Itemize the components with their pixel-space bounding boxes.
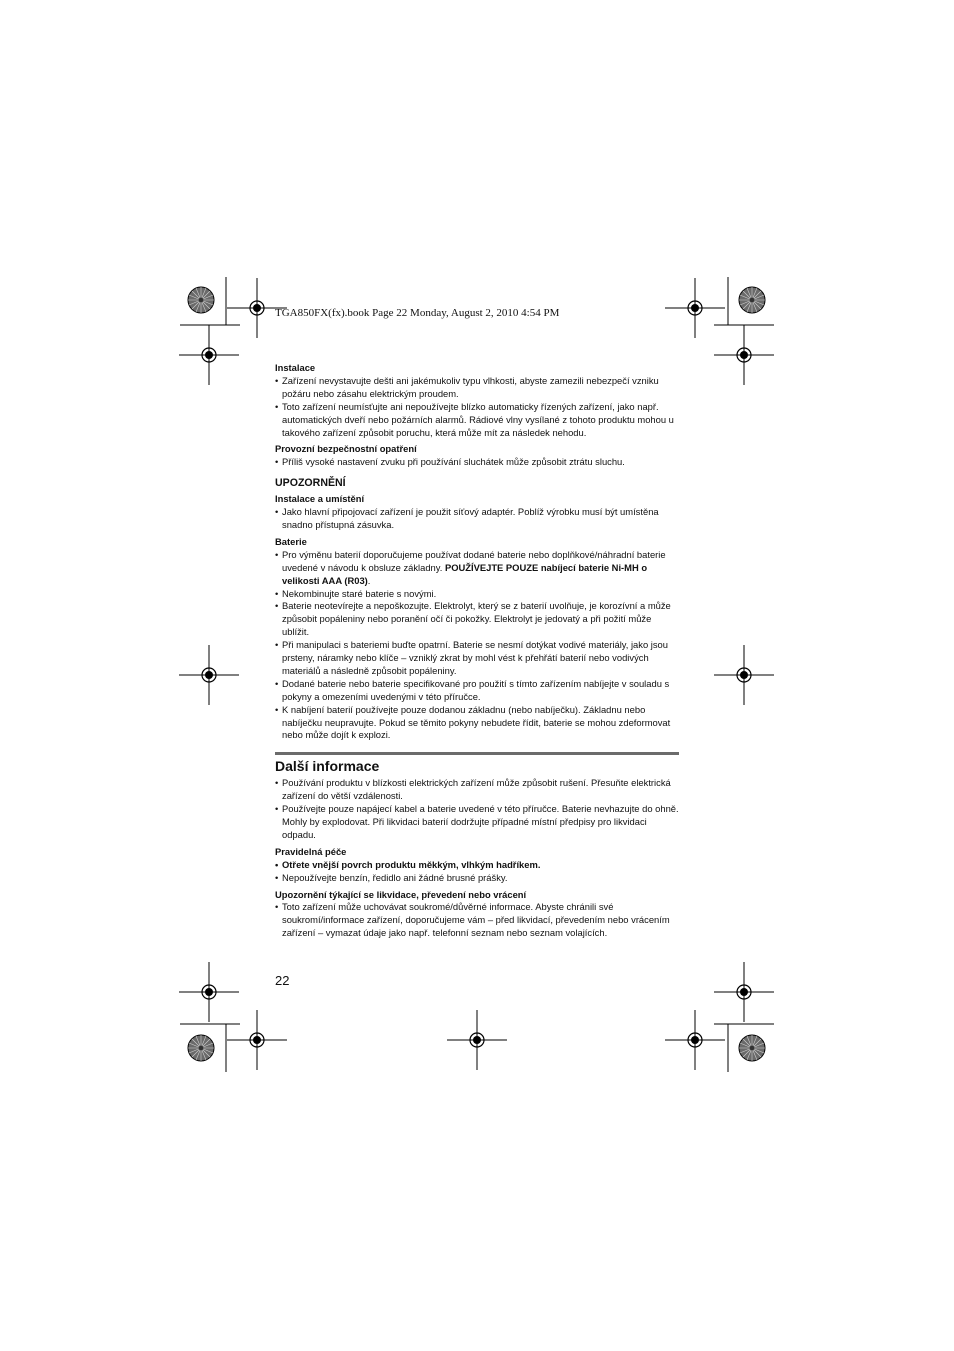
disposal-heading: Upozornění týkající se likvidace, převedení nebo vrácení — [275, 888, 527, 900]
caution-heading: UPOZORNĚNÍ — [275, 477, 346, 490]
registration-mark-middle-right — [714, 645, 774, 705]
registration-mark-bottom-left — [179, 962, 290, 1072]
list-item — [275, 549, 679, 588]
registration-mark-top-right — [665, 277, 774, 385]
registration-mark-middle-left — [179, 645, 239, 705]
print-header-line: TGA850FX(fx).book Page 22 Monday, August 2, 2010 4:54 PM — [275, 307, 560, 319]
page-number: 22 — [275, 973, 290, 988]
care-list — [275, 859, 679, 885]
list-item: • Baterie neotevírejte a nepoškozujte. Elektrolyt, který se z baterií uvolňuje, je korozívní a může způsobit popáleniny nebo poranění očí či pokožky. Elektrolyt je jedovatý a při požití může ublížit. — [275, 600, 679, 639]
operation-heading: Provozní bezpečnostní opatření — [275, 443, 417, 455]
operation-list — [275, 456, 679, 469]
page-content — [275, 362, 679, 940]
list-item: • Při manipulaci s bateriemi buďte opatrní. Baterie se nesmí dotýkat vodivé materiály, jako jsou prsteny, náramky nebo klíče – vzniklý zkrat by mohl vést k přehřátí baterií nebo vodivých materiálů a následně způsobit popáleniny. — [275, 639, 679, 678]
registration-mark-bottom-center — [447, 1010, 507, 1070]
list-item: • Jako hlavní připojovací zařízení je použit síťový adaptér. Poblíž výrobku musí být umístěna snadno přístupná zásuvka. — [275, 506, 679, 532]
list-item: • Toto zařízení může uchovávat soukromé/důvěrné informace. Abyste chránili své soukromí/informace zařízení, doporučujeme vám – před likvidací, převedením nebo vrácením zařízení – vymazat údaje jako např. telefonní seznam nebo seznam volajících. — [275, 901, 679, 940]
other-info-heading: Další informace — [275, 758, 380, 775]
care-heading: Pravidelná péče — [275, 845, 347, 857]
placement-list — [275, 506, 679, 532]
list-item: • Používání produktu v blízkosti elektrických zařízení může způsobit rušení. Přesuňte elektrická zařízení do větší vzdálenosti. — [275, 777, 679, 803]
list-item: • Nepoužívejte benzín, ředidlo ani žádné brusné prášky. — [275, 872, 679, 885]
battery-list — [275, 549, 679, 743]
disposal-list — [275, 901, 679, 940]
list-item: • Zařízení nevystavujte dešti ani jakémukoliv typu vlhkosti, abyste zamezili nebezpečí vzniku požáru nebo zásahu elektrickým proudem. — [275, 375, 679, 401]
section-divider — [275, 752, 679, 755]
list-item: • K nabíjení baterií používejte pouze dodanou základnu (nebo nabíječku). Základnu nebo nabíječku neupravujte. Pokud se těmito pokyny nebudete řídit, baterie se mohou zdeformovat nebo může dojít k explozi. — [275, 704, 679, 743]
list-item: • Příliš vysoké nastavení zvuku při používání sluchátek může způsobit ztrátu sluchu. — [275, 456, 679, 469]
list-item: • Nekombinujte staré baterie s novými. — [275, 588, 679, 601]
list-item: • Dodané baterie nebo baterie specifikované pro použití s tímto zařízením nabíjejte v souladu s pokyny a omezeními uvedenými v této příručce. — [275, 678, 679, 704]
list-item: • Používejte pouze napájecí kabel a baterie uvedené v této příručce. Baterie nevhazujte do ohně. Mohly by explodovat. Při likvidaci baterií dodržujte případné místní předpisy pro likvidaci odpadu. — [275, 803, 679, 842]
list-item: • Toto zařízení neumísťujte ani nepoužívejte blízko automaticky řízených zařízení, jako např. automatických dveří nebo požárních alarmů. Rádiové vlny vysílané z tohoto produktu mohou u takového zařízení způsobit poruchu, která může mít za následek nehodu. — [275, 401, 679, 440]
battery-item-text: Pro výměnu baterií doporučujeme používat dodané baterie nebo doplňkové/náhradní baterie uvedené v návodu k obsluze základny. — [282, 548, 666, 573]
other-info-list — [275, 777, 679, 842]
battery-item-bold: POUŽÍVEJTE POUZE nabíjecí baterie Ni-MH o velikosti AAA (R03) — [282, 561, 648, 586]
placement-heading: Instalace a umístění — [275, 493, 365, 505]
battery-item-end: . — [367, 574, 371, 586]
installation-list — [275, 375, 679, 440]
registration-mark-top-left — [179, 277, 287, 385]
list-item: • Otřete vnější povrch produktu měkkým, vlhkým hadříkem. — [275, 859, 679, 872]
battery-heading: Baterie — [275, 535, 307, 547]
installation-heading: Instalace — [275, 362, 316, 373]
registration-mark-bottom-right — [665, 962, 774, 1072]
